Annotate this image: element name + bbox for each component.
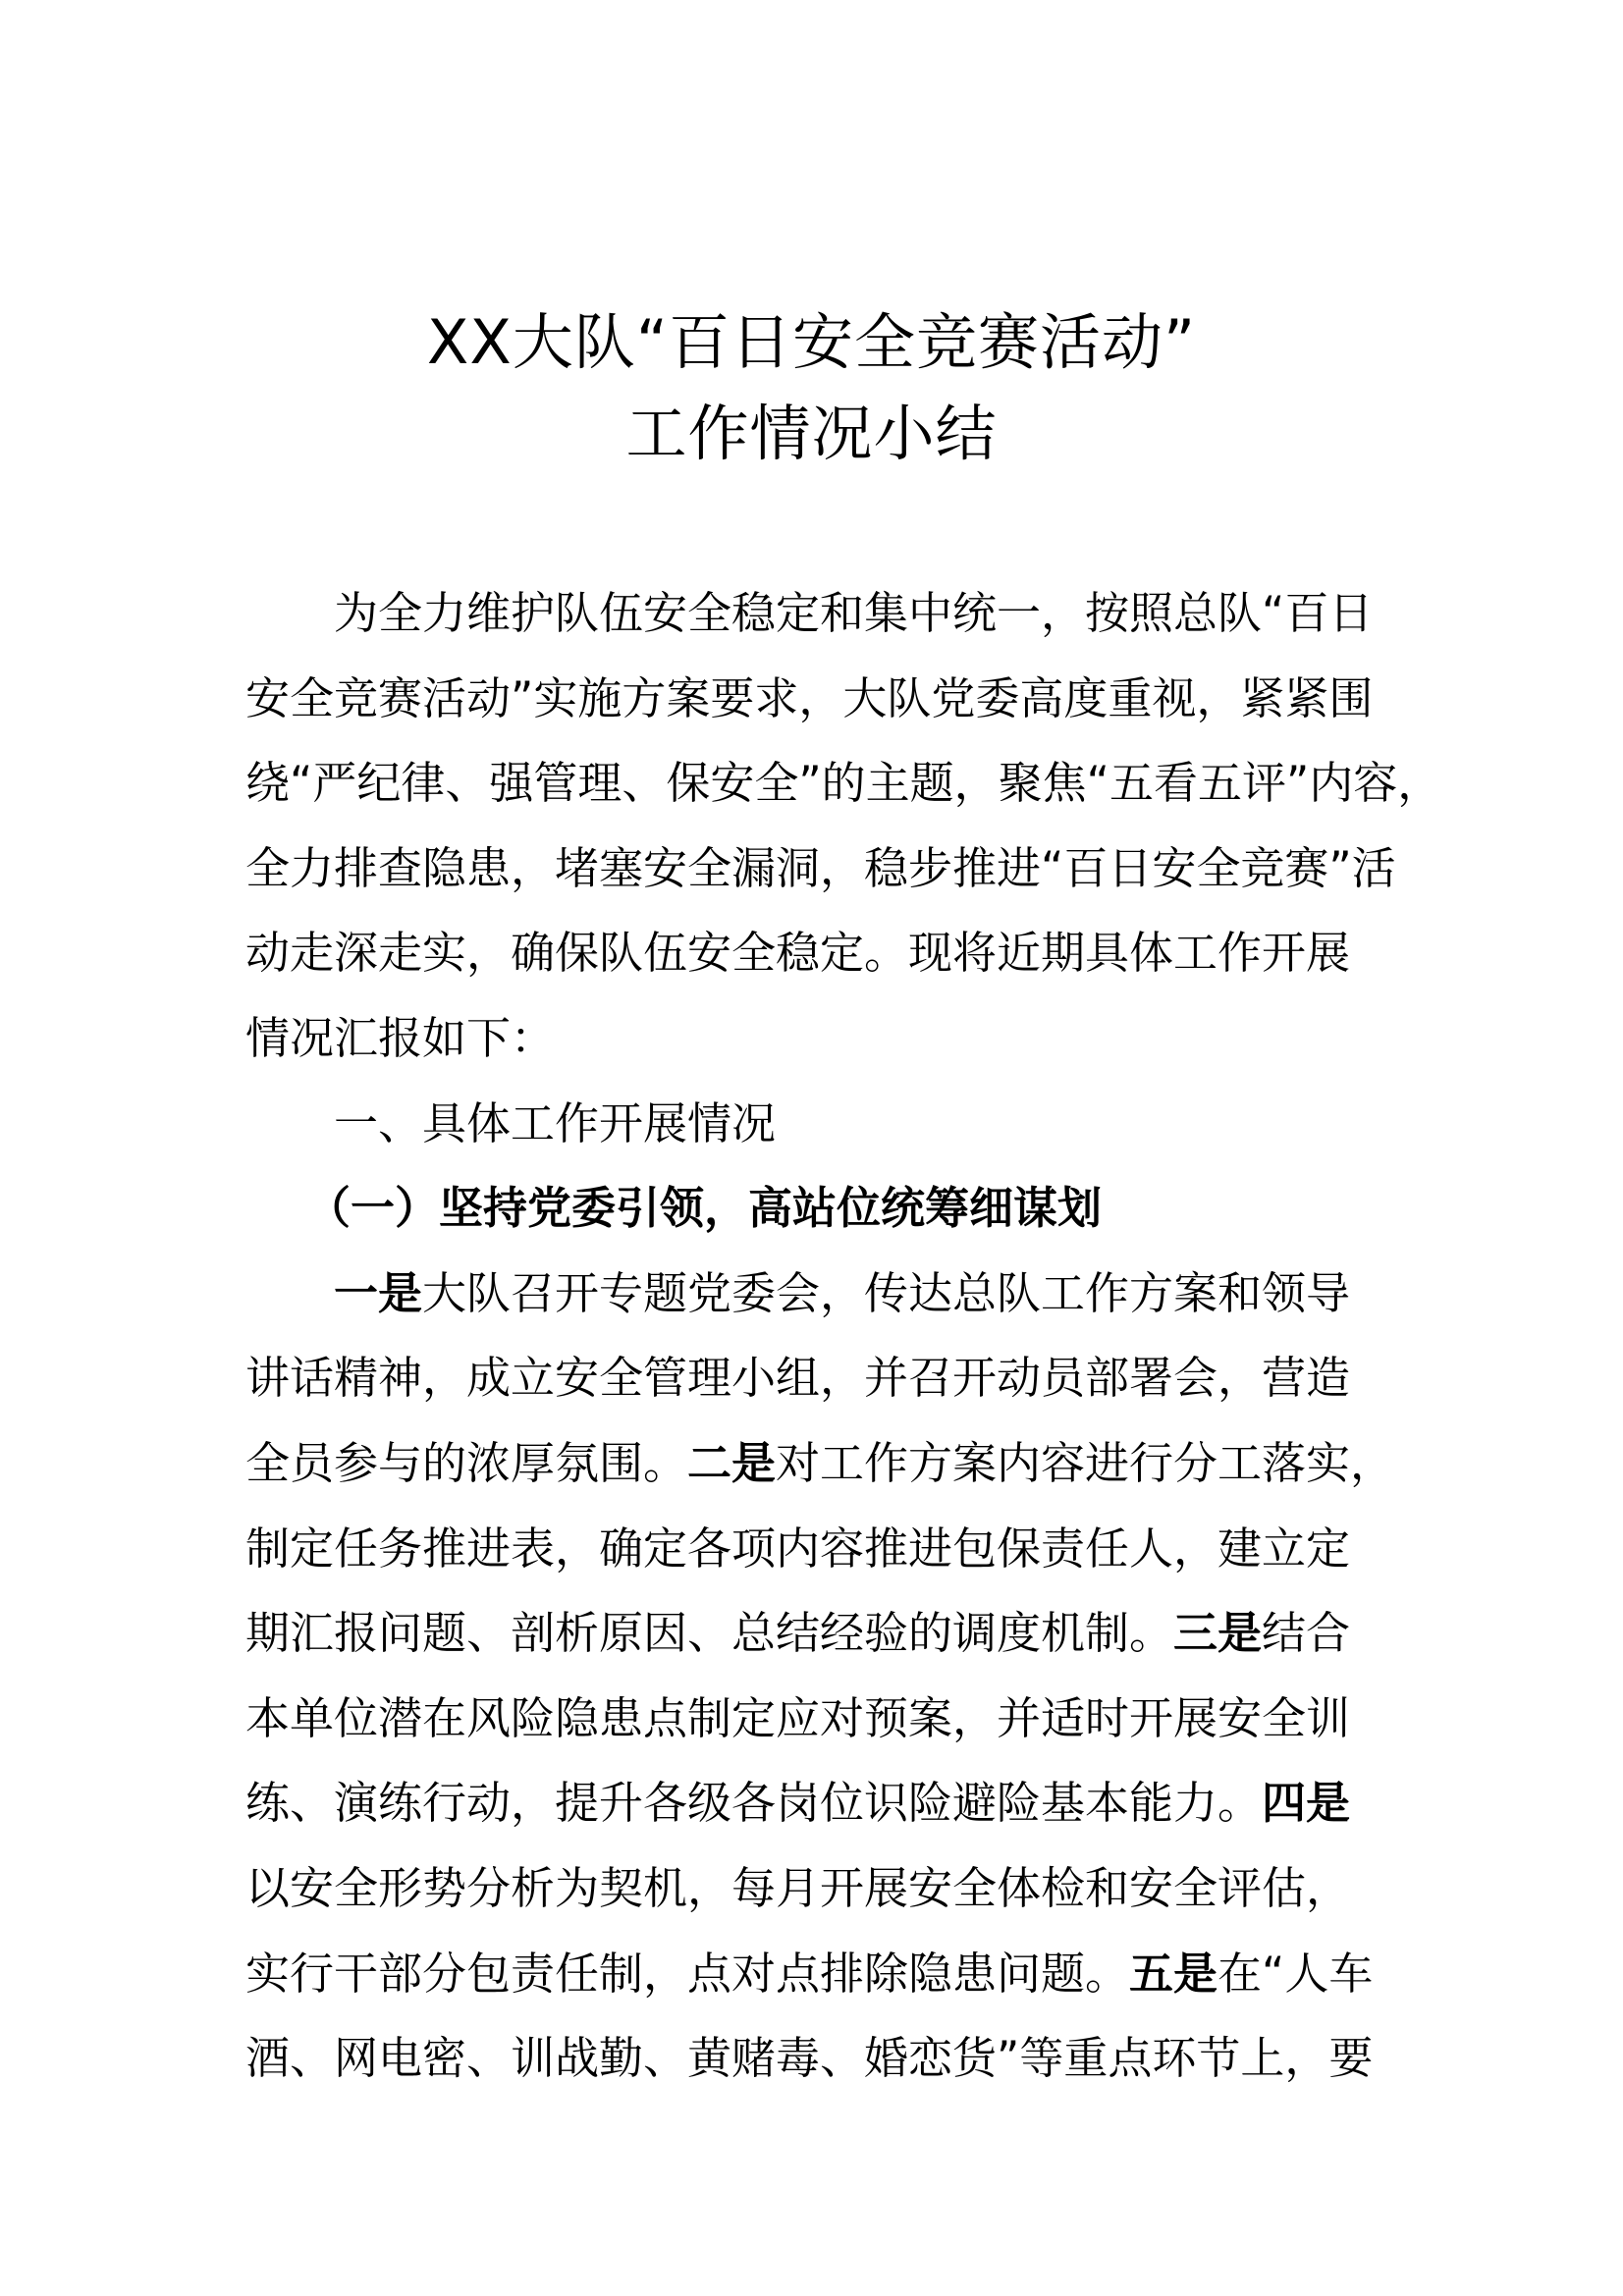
text-run: 情况汇报如下： [245,1011,556,1064]
section-heading [245,1082,1384,1167]
text-run: 对工作方案内容进行分工落实， [776,1436,1395,1489]
paragraph-line [245,1846,1384,1932]
paragraph-line [245,741,1442,827]
paragraph-line [245,571,1384,657]
text-run: 制定任务推进表，确定各项内容推进包保责任人，建立定 [245,1522,1351,1575]
paragraph-line [245,657,1384,742]
bold-marker: 二是 [687,1436,777,1489]
text-run: （一）坚持党委引领，高站位统筹细谋划 [306,1182,1103,1235]
bold-marker: 一是 [334,1266,423,1319]
text-run: 绕“严纪律、强管理、保安全”的主题，聚焦“五看五评”内容， [245,757,1442,810]
bold-marker: 五是 [1129,1947,1218,2000]
text-run: 在“人车 [1217,1947,1374,2000]
text-run: 结合 [1262,1607,1351,1660]
paragraph-line [245,1932,1384,2017]
text-run: 讲话精神，成立安全管理小组，并召开动员部署会，营造 [245,1352,1351,1405]
paragraph-line [245,1677,1384,1762]
text-run: 练、演练行动，提升各级各岗位识险避险基本能力。 [245,1777,1263,1830]
text-run: 全力排查隐患，堵塞安全漏洞，稳步推进“百日安全竞赛”活 [245,841,1396,894]
text-run: 大队召开专题党委会，传达总队工作方案和领导 [422,1266,1351,1319]
paragraph-line [245,1761,1384,1846]
subsection-heading [245,1166,1384,1252]
bold-marker: 四是 [1262,1777,1351,1830]
text-run: 实行干部分包责任制，点对点排除隐患问题。 [245,1947,1130,2000]
document-body [245,571,1442,2102]
paragraph-line [245,827,1396,912]
text-run: 为全力维护队伍安全稳定和集中统一，按照总队“百日 [334,587,1374,639]
paragraph-line [245,911,1384,996]
text-run: 动走深走实，确保队伍安全稳定。现将近期具体工作开展 [245,927,1351,980]
text-run: 本单位潜在风险隐患点制定应对预案，并适时开展安全训 [245,1691,1351,1744]
text-run: 全员参与的浓厚氛围。 [245,1436,688,1489]
paragraph-line [245,1507,1384,1592]
paragraph-line [245,1336,1384,1421]
paragraph-line [245,1421,1395,1507]
text-run: 酒、网电密、训战勤、黄赌毒、婚恋货”等重点环节上，要 [245,2032,1374,2085]
paragraph-line [245,996,1384,1082]
text-run: 以安全形势分析为契机，每月开展安全体检和安全评估， [245,1861,1351,1914]
text-run: 安全竞赛活动”实施方案要求，大队党委高度重视，紧紧围 [245,671,1374,724]
paragraph-line [245,1252,1384,1337]
paragraph-line [245,1591,1384,1677]
document-title-line-1: XX大队“百日安全竞赛活动” [426,306,1197,378]
text-run: 一、具体工作开展情况 [334,1096,777,1149]
bold-marker: 三是 [1173,1607,1263,1660]
paragraph-line [245,2016,1384,2102]
text-run: 期汇报问题、剖析原因、总结经验的调度机制。 [245,1607,1174,1660]
document-title-line-2: 工作情况小结 [625,398,998,469]
